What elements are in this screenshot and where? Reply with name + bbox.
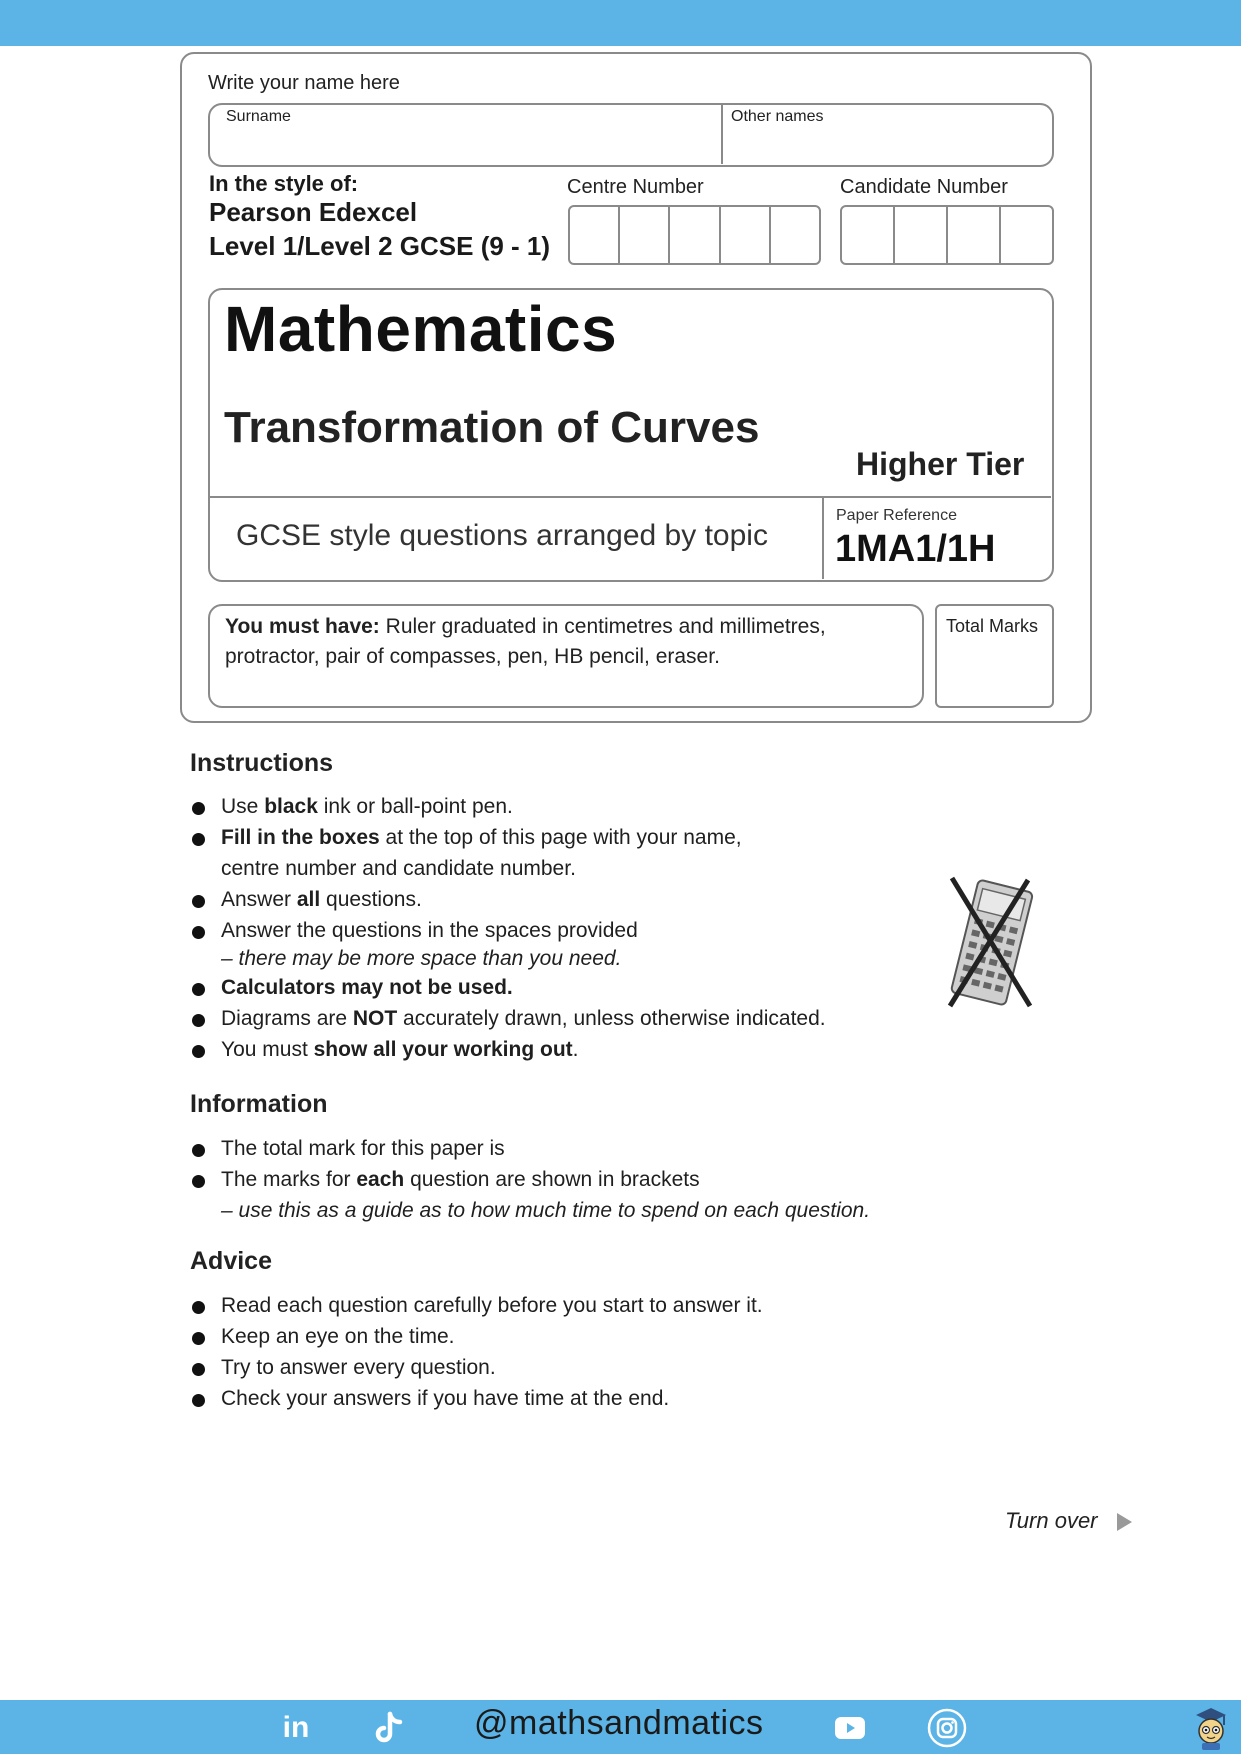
instructions-list xyxy=(190,791,826,1065)
item-italic: – use this as a guide as to how much time to spend on each question. xyxy=(221,1199,871,1222)
centre-digit-box[interactable] xyxy=(670,207,720,263)
centre-digit-box[interactable] xyxy=(620,207,670,263)
youtube-icon[interactable] xyxy=(834,1710,866,1746)
name-prompt: Write your name here xyxy=(208,72,400,94)
paper-ref-divider xyxy=(822,496,824,579)
candidate-number-boxes[interactable] xyxy=(840,205,1054,265)
turn-over-arrow-icon xyxy=(1117,1513,1132,1531)
item-text: centre number and candidate number. xyxy=(221,857,576,880)
list-item: Read each question carefully before you start to answer it. xyxy=(190,1290,763,1321)
tier-label: Higher Tier xyxy=(856,446,1025,482)
item-bold: each xyxy=(356,1168,405,1191)
name-box-divider xyxy=(721,105,723,164)
other-names-label: Other names xyxy=(731,108,824,125)
advice-list xyxy=(190,1290,763,1414)
qualification: Level 1/Level 2 GCSE (9 - 1) xyxy=(209,231,551,261)
item-bold: Fill in the boxes xyxy=(221,826,380,849)
item-text: Answer xyxy=(221,888,297,911)
item-text: ink or ball-point pen. xyxy=(317,795,513,818)
list-item xyxy=(190,1133,870,1164)
list-item: Keep an eye on the time. xyxy=(190,1321,763,1352)
requirements-text xyxy=(225,612,915,672)
linkedin-icon[interactable] xyxy=(280,1710,312,1746)
item-text: questions. xyxy=(320,888,422,911)
style-of-label: In the style of: xyxy=(209,171,359,196)
item-bold: Calculators may not be used. xyxy=(221,976,513,999)
item-text: You must xyxy=(221,1038,314,1061)
tiktok-icon[interactable] xyxy=(372,1710,406,1746)
paper-reference: 1MA1/1H xyxy=(835,528,996,570)
title-box-divider xyxy=(210,496,1051,498)
list-item xyxy=(190,972,826,1003)
item-italic: – there may be more space than you need. xyxy=(221,947,622,970)
linkedin-glyph: in xyxy=(282,1711,310,1744)
list-item xyxy=(190,1034,826,1065)
list-item xyxy=(190,884,826,915)
item-text: question are shown in brackets xyxy=(404,1168,700,1191)
mascot-logo xyxy=(1188,1703,1234,1751)
item-bold: black xyxy=(264,795,318,818)
candidate-number-label: Candidate Number xyxy=(840,176,1008,198)
advice-heading: Advice xyxy=(190,1247,272,1275)
requirements-heading: You must have: xyxy=(225,615,380,638)
item-bold: show all your working out xyxy=(313,1038,573,1061)
social-handle[interactable]: @mathsandmatics xyxy=(474,1704,764,1742)
candidate-digit-box[interactable] xyxy=(948,207,1001,263)
information-list xyxy=(190,1133,870,1226)
candidate-digit-box[interactable] xyxy=(842,207,895,263)
item-text: accurately drawn, unless otherwise indicated. xyxy=(397,1007,826,1030)
list-item xyxy=(190,1003,826,1034)
turn-over-label: Turn over xyxy=(1005,1508,1098,1533)
subject-title: Mathematics xyxy=(224,293,618,365)
item-text: The total mark for this paper is xyxy=(221,1137,505,1160)
list-item xyxy=(190,915,826,972)
list-item xyxy=(190,822,826,884)
exam-board: Pearson Edexcel xyxy=(209,197,418,227)
item-text: The marks for xyxy=(221,1168,357,1191)
centre-number-label: Centre Number xyxy=(567,176,704,198)
surname-label: Surname xyxy=(226,108,291,125)
item-text: Answer the questions in the spaces provided xyxy=(221,919,638,942)
centre-digit-box[interactable] xyxy=(721,207,771,263)
list-item: Check your answers if you have time at the end. xyxy=(190,1383,763,1414)
topic-title: Transformation of Curves xyxy=(224,403,760,452)
requirements-list: Ruler graduated in centimetres and millimetres, protractor, pair of compasses, pen, HB pencil, eraser. xyxy=(225,615,826,668)
item-text: at the top of this page with your name, xyxy=(379,826,742,849)
surname-field[interactable] xyxy=(213,128,713,162)
centre-number-boxes[interactable] xyxy=(568,205,821,265)
item-text: Diagrams are xyxy=(221,1007,353,1030)
candidate-digit-box[interactable] xyxy=(1001,207,1052,263)
list-item xyxy=(190,791,826,822)
item-bold: all xyxy=(296,888,321,911)
item-text: . xyxy=(572,1038,579,1061)
paper-reference-label: Paper Reference xyxy=(836,507,957,524)
list-item: Try to answer every question. xyxy=(190,1352,763,1383)
top-accent-bar xyxy=(0,0,1241,46)
candidate-digit-box[interactable] xyxy=(895,207,948,263)
centre-digit-box[interactable] xyxy=(771,207,819,263)
instagram-icon[interactable] xyxy=(925,1710,969,1746)
total-marks-label: Total Marks xyxy=(946,616,1039,636)
paper-description: GCSE style questions arranged by topic xyxy=(236,519,768,552)
item-bold: NOT xyxy=(352,1007,398,1030)
other-names-field[interactable] xyxy=(725,128,1050,162)
item-text: Use xyxy=(221,795,265,818)
centre-digit-box[interactable] xyxy=(570,207,620,263)
no-calculator-icon xyxy=(942,872,1038,1012)
information-heading: Information xyxy=(190,1090,328,1118)
list-item xyxy=(190,1164,870,1226)
instructions-heading: Instructions xyxy=(190,749,334,777)
